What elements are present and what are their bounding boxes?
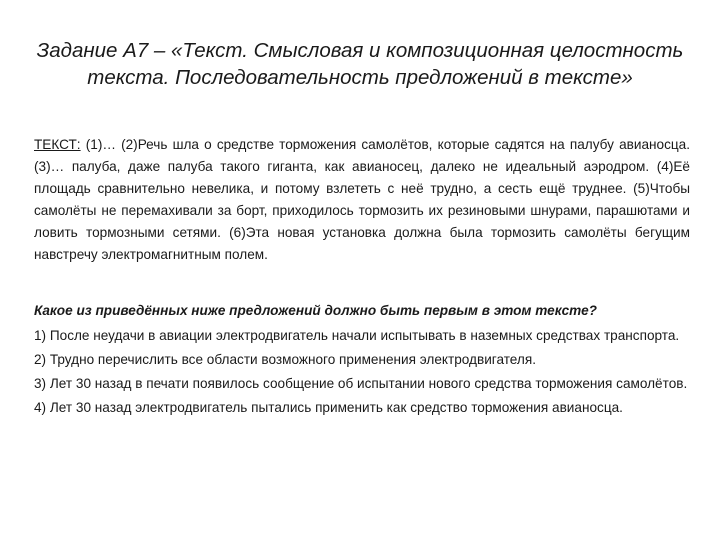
text-body: (1)… (2)Речь шла о средстве торможения самолётов, которые садятся на палубу авианосца. (3)… палуба, даже палуба такого гиганта, как авианосец, далеко не идеальный аэродром. (4)Её площадь сравнительно невелика, и потому взлететь с неё трудно, а сесть ещё труднее. (5)Чтобы самолёты не перемахивали за борт, приходилось тормозить их резиновыми шнурами, парашютами и ловить тормозными сетями. (6)Эта новая установка должна была тормозить самолёты бегущим навстречу электромагнитным полем. xyxy=(34,137,690,262)
text-passage xyxy=(34,134,690,266)
slide-title: Задание А7 – «Текст. Смысловая и композиционная целостность текста. Последовательность предложений в тексте» xyxy=(36,39,684,89)
answer-option-2: 2) Трудно перечислить все области возможного применения электродвигателя. xyxy=(34,352,536,367)
text-label: ТЕКСТ: xyxy=(34,137,81,152)
answer-option-4: 4) Лет 30 назад электродвигатель пытались применить как средство торможения авианосца. xyxy=(34,400,623,415)
answer-option-1: 1) После неудачи в авиации электродвигатель начали испытывать в наземных средствах транспорта. xyxy=(34,328,680,343)
answer-options xyxy=(34,326,694,422)
question: Какое из приведённых ниже предложений должно быть первым в этом тексте? xyxy=(34,303,597,318)
answer-option-3: 3) Лет 30 назад в печати появилось сообщение об испытании нового средства торможения самолётов. xyxy=(34,376,688,391)
